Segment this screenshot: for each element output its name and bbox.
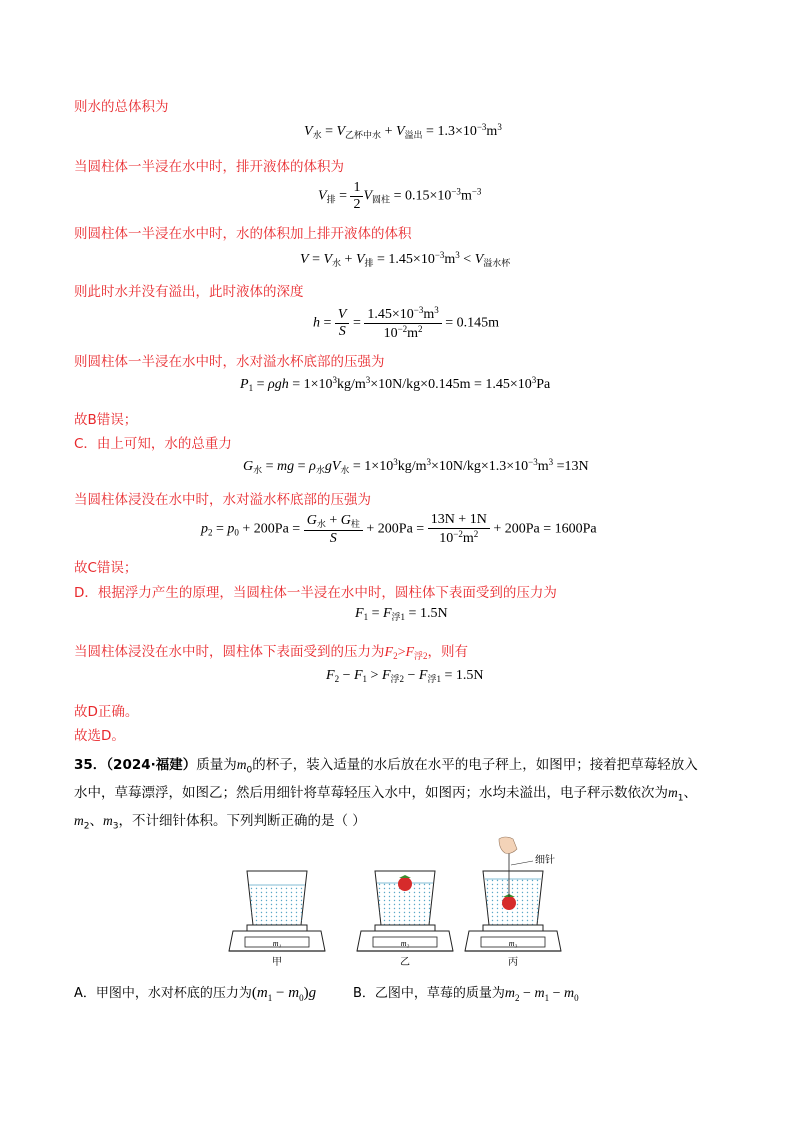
solution-line: 则圆柱体一半浸在水中时，水对溢水杯底部的压强为 xyxy=(74,354,385,370)
setup-bing xyxy=(465,837,561,968)
formula-force-1: $F_1 = F_{浮1} = 1.5N$ xyxy=(355,606,448,622)
formula-pressure-2: $p_2 = p_0 + 200Pa$ = $\frac{G_水 + G_柱}{S}$ + 200Pa = $\frac{13N + 1N}{10^{-2}m^2}$ + 200Pa = 1600Pa xyxy=(201,512,597,546)
caption-yi: 乙 xyxy=(400,957,410,968)
solution-line: 当圆柱体一半浸在水中时，排开液体的体积为 xyxy=(74,159,344,175)
caption-bing: 丙 xyxy=(508,957,518,968)
experiment-figure xyxy=(225,835,595,975)
formula-force-diff: $F_2 - F_1 > F_{浮2} - F_{浮1} = 1.5N$ xyxy=(326,668,484,684)
formula-depth: h = $\frac{V}{S}$ = $\frac{1.45\times 10^{-3}m^3}{10^{-2}m^2}$ = 0.145m xyxy=(313,305,500,341)
scale-label-m3: m₃ xyxy=(508,939,518,948)
formula-pressure-1: $P_1 = \rho gh = 1\times 10^3kg/m^3\times 10N/kg\times 0.145m = 1.45\times 10^3Pa$ xyxy=(240,375,551,393)
solution-line: C．由上可知，水的总重力 xyxy=(74,436,232,452)
setup-yi xyxy=(357,871,453,968)
formula-water-weight: $G_水$ = mg = $\rho_水gV_水 = 1\times 10^3kg/m^3\times 10N/kg\times 1.3\times 10^{-3}m^3 =13N$ xyxy=(243,457,589,475)
solution-line: 当圆柱体浸没在水中时，圆柱体下表面受到的压力为$F_2>F_{浮2}$，则有 xyxy=(74,644,469,661)
scale-label-m2: m₂ xyxy=(400,939,410,948)
setup-jia xyxy=(229,871,325,968)
needle-label: 细针 xyxy=(535,855,555,866)
solution-line: 故D正确。 xyxy=(74,704,139,720)
solution-line: 则水的总体积为 xyxy=(74,99,169,115)
question-line-3: $m_2$、$m_3$，不计细针体积。下列判断正确的是（ ） xyxy=(74,813,366,832)
option-b[interactable]: B．乙图中，草莓的质量为$m_2 - m_1 - m_0$ xyxy=(353,986,579,1003)
hand-icon xyxy=(499,837,517,854)
question-line-1: 35．（2024·福建）质量为$m_0$的杯子，装入适量的水后放在水平的电子秤上，如图甲；接着把草莓轻放入 xyxy=(74,757,698,776)
formula-volume-sum: $V = V_水 + V_排 = 1.45\times 10^{-3}m^3 < V_{溢水杯}$ xyxy=(300,250,511,268)
option-a[interactable]: A．甲图中，水对杯底的压力为$(m_1 - m_0)g$ xyxy=(74,985,317,1003)
strawberry-icon xyxy=(398,877,412,891)
question-number: 35． xyxy=(74,757,107,773)
question-source: （2024·福建） xyxy=(106,757,197,773)
strawberry-icon xyxy=(502,896,516,910)
solution-line: 故C错误； xyxy=(74,560,138,576)
caption-jia: 甲 xyxy=(272,957,282,968)
scale-label-m1: m₁ xyxy=(272,939,282,948)
formula-displaced-volume: $V_排$ = $\frac{1}{2}$ $V_{圆柱} = 0.15\times 10^{-3}m^{-3}$ xyxy=(318,180,482,212)
solution-line: D．根据浮力产生的原理，当圆柱体一半浸在水中时，圆柱体下表面受到的压力为 xyxy=(74,585,557,601)
formula-total-volume: $V_水 = V_{乙杯中水} + V_{溢出} = 1.3\times 10^{-3}m^3$ xyxy=(304,122,502,140)
solution-line: 故B错误； xyxy=(74,412,138,428)
solution-line: 故选D。 xyxy=(74,728,125,744)
solution-line: 当圆柱体浸没在水中时，水对溢水杯底部的压强为 xyxy=(74,492,371,508)
question-line-2: 水中，草莓漂浮，如图乙；然后用细针将草莓轻压入水中，如图丙；水均未溢出，电子秤示数依次为$m_1$、 xyxy=(74,785,697,804)
solution-line: 则圆柱体一半浸在水中时，水的体积加上排开液体的体积 xyxy=(74,226,412,242)
solution-line: 则此时水并没有溢出，此时液体的深度 xyxy=(74,284,304,300)
